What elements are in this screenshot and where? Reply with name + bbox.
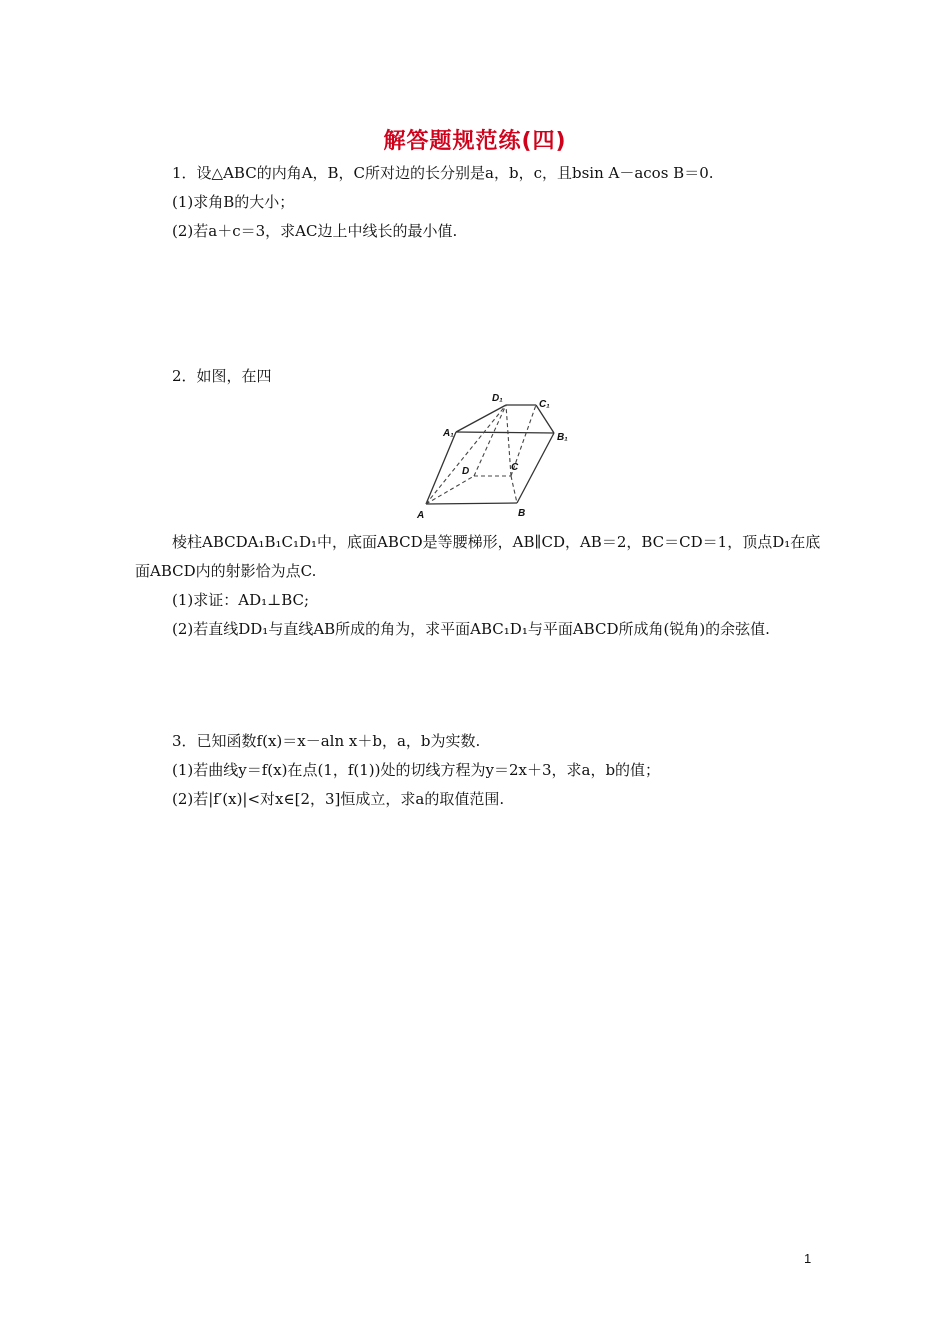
problem-1-part-2: (2)若a＋c＝3，求AC边上中线长的最小值. [172,222,458,240]
label-c1: C₁ [539,399,550,410]
edge-a-b [426,503,517,504]
problem-2-stem-line-3: 面ABCD内的射影恰为点C. [135,562,317,580]
problem-3-part-1: (1)若曲线y＝f(x)在点(1，f(1))处的切线方程为y＝2x＋3，求a，b的值； [172,761,661,779]
prism-figure [410,388,590,523]
edge-a-d1 [426,405,506,504]
problem-2-part-2: (2)若直线DD₁与直线AB所成的角为，求平面ABC₁D₁与平面ABCD所成角(锐角)的余弦值. [172,620,770,638]
problem-1-part-1: (1)求角B的大小； [172,193,295,211]
label-d1: D₁ [492,393,503,404]
label-c: C [511,462,519,473]
edge-d-d1 [474,405,506,476]
problem-2-stem-intro: 2．如图，在四 [172,367,272,385]
edge-c-b [511,476,517,503]
edge-b-b1 [517,433,554,503]
label-a1: A₁ [443,428,454,439]
problem-3-part-2: (2)若|f′(x)|<对x∈[2，3]恒成立，求a的取值范围. [172,790,505,808]
edge-a1-b1 [456,432,554,433]
page-title: 解答题规范练(四) [383,129,567,154]
edge-a-d [426,476,474,504]
problem-3-stem: 3．已知函数f(x)＝x－aln x＋b，a，b为实数. [172,732,481,750]
page-number: 1 [804,1251,812,1266]
label-d: D [462,466,470,477]
problem-1-stem: 1．设△ABC的内角A，B，C所对边的长分别是a，b，c，且bsin A－acos B＝0. [172,164,714,182]
problem-2-part-1: (1)求证：AD₁⊥BC; [172,591,310,609]
edge-d1-a1 [456,405,506,432]
label-a: A [417,510,425,521]
problem-2-stem-line-2: 棱柱ABCDA₁B₁C₁D₁中，底面ABCD是等腰梯形，AB∥CD，AB＝2，BC＝CD＝1，顶点D₁在底 [172,533,821,551]
label-b: B [518,508,526,519]
label-b1: B₁ [557,432,568,443]
edge-a-a1 [426,432,456,504]
